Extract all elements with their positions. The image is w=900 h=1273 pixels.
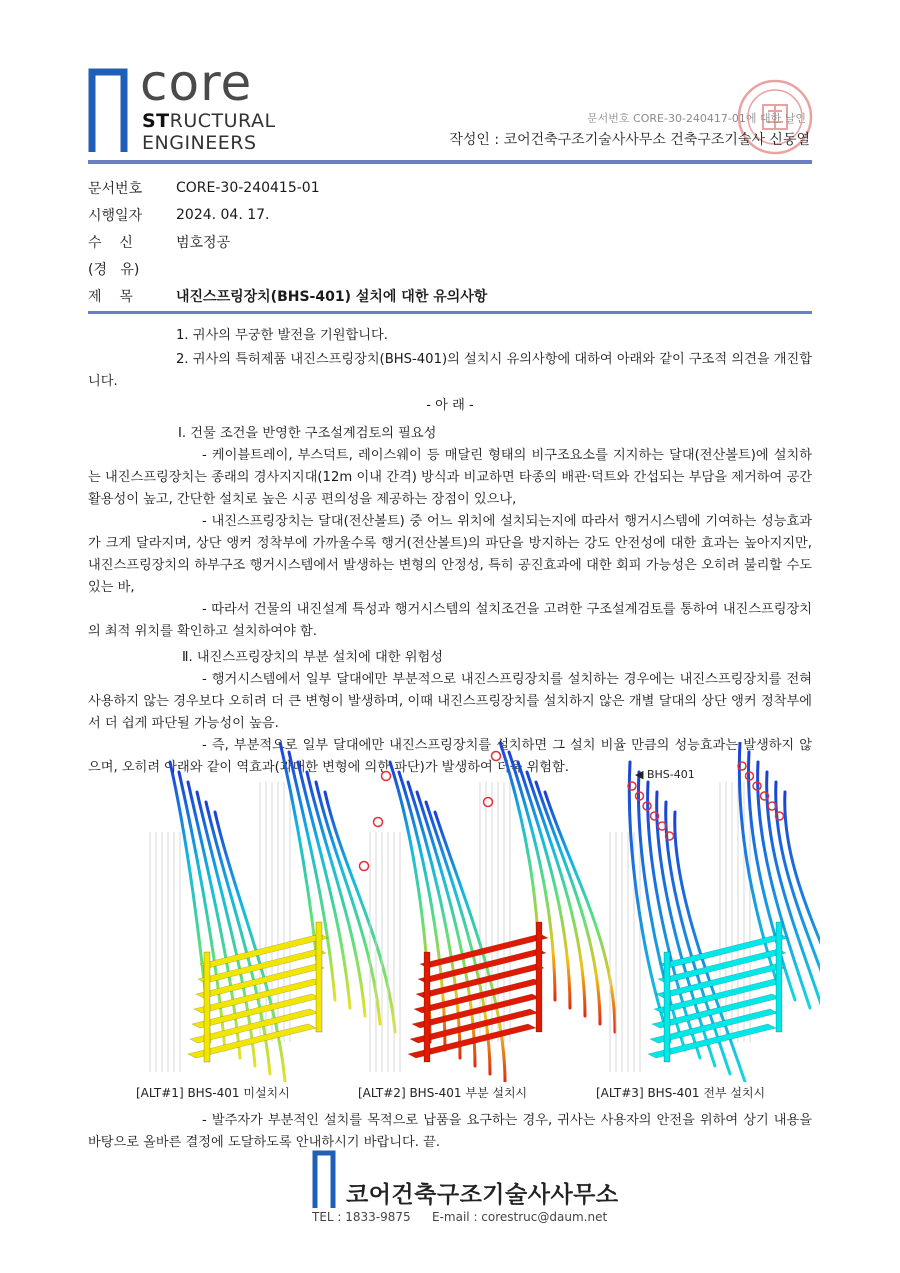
alt1-panel <box>150 742 395 1082</box>
section-2-bullet-1: - 행거시스템에서 일부 달대에만 부분적으로 내진스프링장치를 설치하는 경우에는 내진스프링장치를 전혀 사용하지 않는 경우보다 오히려 더 큰 변형이 발생하며, 이때 내진스프링장치를 설치하지 않은 개별 달대의 상단 앵커 정착부에서 더 쉽게 파단될 가능성이 높음. <box>88 672 812 731</box>
logo-subtitle-2: ENGINEERS <box>142 132 257 154</box>
alt3-panel <box>610 742 820 1082</box>
section-1-bullet-3: - 따라서 건물의 내진설계 특성과 행거시스템의 설치조건을 고려한 구조설계검토를 통하여 내진스프링장치의 최적 위치를 확인하고 설치하여야 함. <box>88 602 812 639</box>
deformation-diagram <box>130 742 820 1082</box>
logo-word: core <box>140 54 253 112</box>
meta-divider <box>88 311 812 314</box>
alt2-bhs-marker <box>382 772 391 781</box>
meta-row-date: 시행일자 2024. 04. 17. <box>88 206 270 224</box>
footer-phone: TEL : 1833-9875 <box>312 1210 411 1224</box>
closing-paragraph: - 발주자가 부분적인 설치를 목적으로 납품을 요구하는 경우, 귀사는 사용자의 안전을 위하여 상기 내용을 바탕으로 올바른 결정에 도달하도록 안내하시기 바랍니다. 끝. <box>88 1113 812 1150</box>
simulation-figure <box>130 742 820 1102</box>
stamp-reference-note: 문서번호 CORE-30-240417-01에 대한 날인 <box>587 112 806 125</box>
alt3-tray-rail <box>776 922 782 1032</box>
meta-row-doc-number: 문서번호 CORE-30-240415-01 <box>88 179 320 197</box>
paragraph-2: 2. 귀사의 특허제품 내진스프링장치(BHS-401)의 설치시 유의사항에 대하여 아래와 같이 구조적 의견을 개진합니다. <box>88 352 812 389</box>
section-2-title: Ⅱ. 내진스프링장치의 부분 설치에 대한 위험성 <box>182 650 443 665</box>
meta-row-via: (경 유) <box>88 261 140 278</box>
caption-alt3: [ALT#3] BHS-401 전부 설치시 <box>596 1086 766 1100</box>
caption-alt1: [ALT#1] BHS-401 미설치시 <box>136 1086 290 1100</box>
caption-alt2: [ALT#2] BHS-401 부분 설치시 <box>358 1086 528 1100</box>
footer-company-name: 코어건축구조기술사사무소 <box>346 1182 619 1208</box>
alt1-tray-rail <box>204 952 210 1062</box>
author-line: 작성인 : 코어건축구조기술사사무소 건축구조기술사 신동열 <box>449 132 810 148</box>
below-heading: - 아 래 - <box>426 398 474 413</box>
section-2-bullet-2: - 즉, 부분적으로 일부 달대에만 내진스프링장치를 설치하면 그 설치 비율 만큼의 성능효과는 발생하지 않으며, 오히려 아래와 같이 역효과(과대한 변형에 의한 파단)가 발생하여 더욱 위험함. <box>88 738 812 775</box>
footer-logo-icon <box>312 1150 336 1208</box>
alt2-bhs-marker <box>374 818 383 827</box>
alt2-panel <box>360 742 616 1082</box>
meta-row-subject: 제 목 내진스프링장치(BHS-401) 설치에 대한 유의사항 <box>88 288 488 305</box>
section-1-title: Ⅰ. 건물 조건을 반영한 구조설계검토의 필요성 <box>178 426 437 441</box>
alt1-tray-rail <box>316 922 322 1032</box>
section-1-bullet-1: - 케이블트레이, 부스덕트, 레이스웨이 등 매달린 형태의 비구조요소를 지지하는 달대(전산볼트)에 설치하는 내진스프링장치는 종래의 경사지지대(12m 이내 간격) 방식과 비교하면 타종의 배관·덕트와 간섭되는 부담을 제거하여 공간 활용성이 높고, 간단한 설치로 높은 시공 편의성을 제공하는 장점이 있으나, <box>88 448 812 507</box>
company-logo <box>88 54 298 156</box>
paragraph-1: 1. 귀사의 무궁한 발전을 기원합니다. <box>176 328 388 343</box>
alt2-bhs-marker <box>360 862 369 871</box>
document-body <box>88 325 812 779</box>
alt2-bhs-marker <box>484 798 493 807</box>
logo-mark-icon <box>88 68 128 152</box>
alt3-tray-rail <box>664 952 670 1062</box>
alt2-bhs-marker <box>492 752 501 761</box>
footer-email: E-mail : corestruc@daum.net <box>432 1210 608 1224</box>
logo-subtitle-1: STRUCTURAL <box>142 110 276 132</box>
bhs-marker-label: ◀ BHS-401 <box>635 768 695 781</box>
header-divider <box>88 160 812 164</box>
alt2-tray-rail <box>424 952 430 1062</box>
alt2-tray-rail <box>536 922 542 1032</box>
meta-row-recipient: 수 신 범호정공 <box>88 234 231 251</box>
section-1-bullet-2: - 내진스프링장치는 달대(전산볼트) 중 어느 위치에 설치되는지에 따라서 행거시스템에 기여하는 성능효과가 크게 달라지며, 상단 앵커 정착부에 가까울수록 행거(전산볼트)의 파단을 방지하는 강도 안전성에 대한 효과는 높아지지만, 내진스프링장치의 하부구조 행거시스템에서 발생하는 변형의 안정성, 특히 공진효과에 대한 회피 가능성은 오히려 불리할 수도 있는 바, <box>88 514 812 595</box>
document-meta <box>88 174 812 309</box>
